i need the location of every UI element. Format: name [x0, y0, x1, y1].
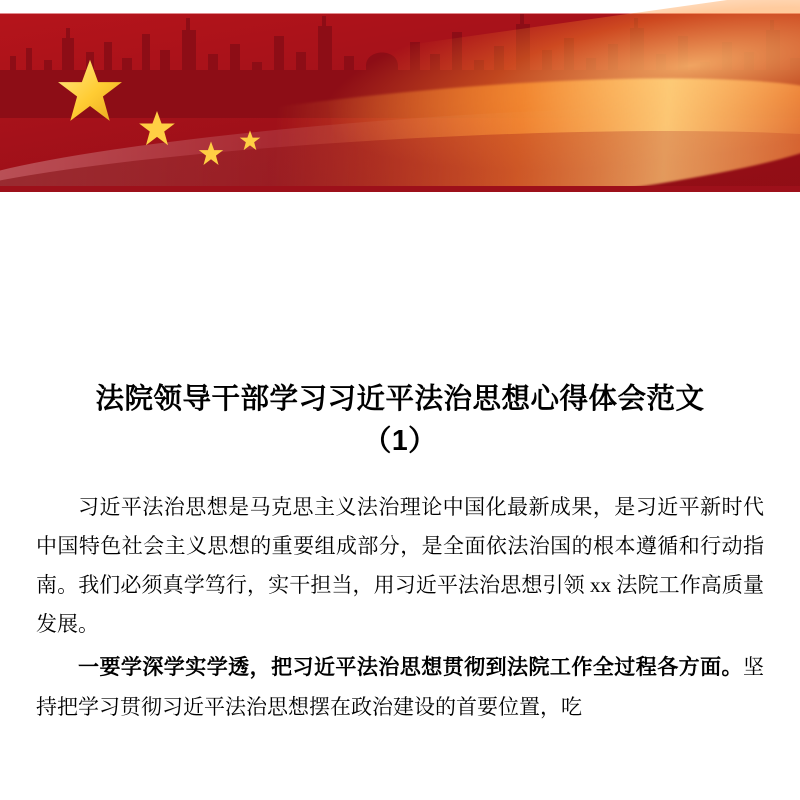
paragraph-1: [36, 488, 764, 643]
small-star-1-icon: [198, 141, 224, 166]
document-content: [0, 192, 800, 730]
page-title: [36, 192, 764, 462]
big-star-icon: [56, 58, 124, 124]
document-body: [36, 488, 764, 726]
paragraph-2-text: 坚持把学习贯彻习近平法治思想摆在政治建设的首要位置，吃: [36, 654, 764, 719]
paragraph-1-text: 习近平法治思想是马克思主义法治理论中国化最新成果，是习近平新时代中国特色社会主义思想的重要组成部分，是全面依法治国的根本遵循和行动指南。我们必须真学笃行，实干担当，用习近平法治思想引领 xx 法院工作高质量发展。: [36, 495, 764, 636]
page-title-line-2: （1）: [362, 425, 438, 458]
medium-star-icon: [138, 110, 176, 147]
page-title-line-1: 法院领导干部学习习近平法治思想心得体会范文: [95, 383, 705, 415]
paragraph-2: [36, 648, 764, 727]
header-banner: [0, 0, 800, 192]
small-star-2-icon: [239, 130, 261, 151]
paragraph-2-lead: 一要学深学实学透，把习近平法治思想贯彻到法院工作全过程各方面。: [78, 655, 743, 679]
